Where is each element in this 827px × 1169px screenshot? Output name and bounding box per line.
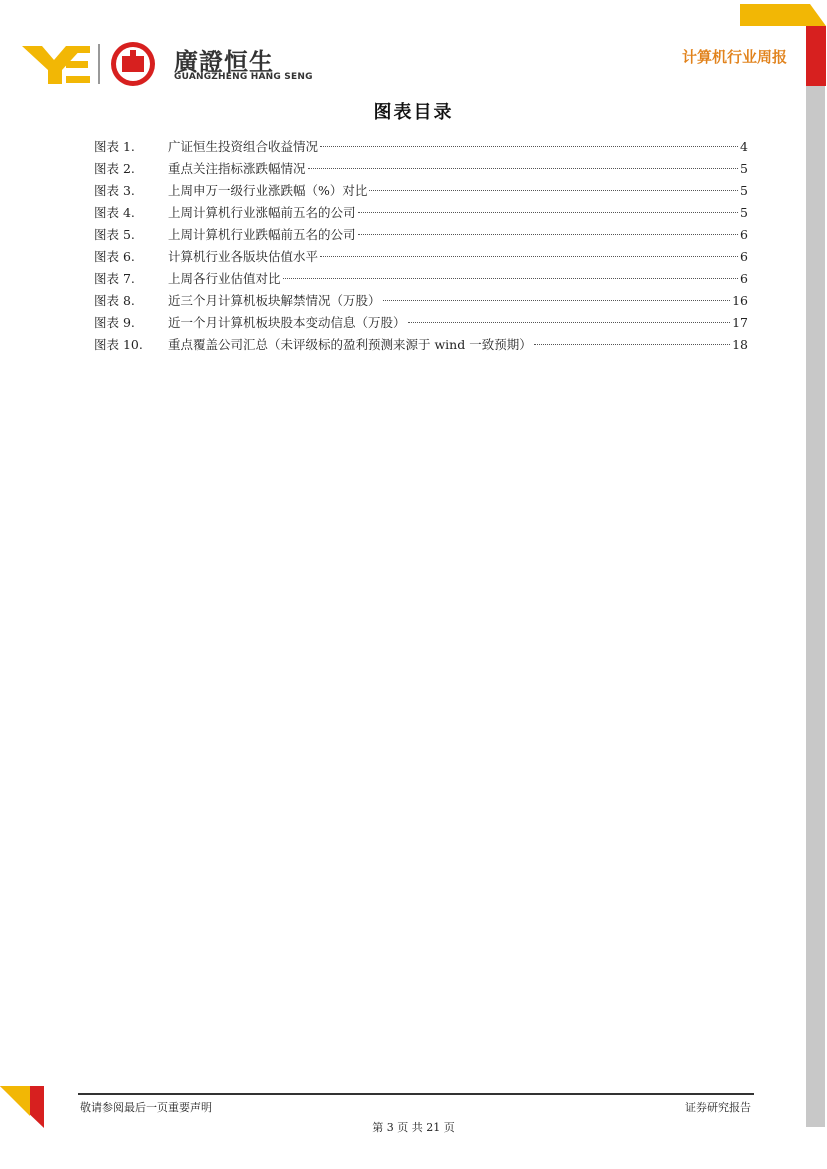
toc-page-number: 6: [740, 227, 748, 242]
toc-page-number: 5: [740, 205, 748, 220]
toc-entry[interactable]: [94, 290, 748, 312]
toc-page-number: 16: [732, 293, 748, 308]
logo-english-name: GUANGZHENG HANG SENG: [174, 72, 313, 82]
toc-leader-dots: [534, 344, 730, 345]
toc-page-number: 6: [740, 249, 748, 264]
toc-figure-title: 计算机行业各版块估值水平: [168, 249, 319, 264]
toc-leader-dots: [369, 190, 738, 191]
toc-figure-title: 广证恒生投资组合收益情况: [168, 139, 319, 154]
toc-figure-title: 近一个月计算机板块股本变动信息（万股）: [168, 315, 406, 330]
toc-entry[interactable]: [94, 158, 748, 180]
toc-figure-title: 上周计算机行业涨幅前五名的公司: [168, 205, 356, 220]
toc-figure-title: 上周各行业估值对比: [168, 271, 281, 286]
toc-figure-number: 图表 9.: [94, 315, 135, 330]
toc-figure-number: 图表 2.: [94, 161, 135, 176]
toc-figure-number: 图表 10.: [94, 337, 143, 352]
toc-leader-dots: [383, 300, 731, 301]
toc-figure-number: 图表 7.: [94, 271, 135, 286]
toc-figure-number: 图表 6.: [94, 249, 135, 264]
footer-report-label: 证券研究报告: [685, 1101, 751, 1114]
toc-entry[interactable]: [94, 246, 748, 268]
toc-leader-dots: [320, 146, 738, 147]
toc-entry[interactable]: [94, 136, 748, 158]
toc-figure-title: 重点覆盖公司汇总（未评级标的盈利预测来源于 wind 一致预期）: [168, 337, 532, 352]
toc-figure-number: 图表 5.: [94, 227, 135, 242]
toc-entry[interactable]: [94, 202, 748, 224]
toc-figure-number: 图表 4.: [94, 205, 135, 220]
toc-entry[interactable]: [94, 312, 748, 334]
toc-leader-dots: [320, 256, 738, 257]
toc-figure-title: 上周计算机行业跌幅前五名的公司: [168, 227, 356, 242]
toc-page-number: 5: [740, 161, 748, 176]
toc-page-number: 18: [732, 337, 748, 352]
table-of-figures: [94, 136, 748, 356]
toc-figure-number: 图表 8.: [94, 293, 135, 308]
toc-leader-dots: [283, 278, 739, 279]
toc-figure-title: 近三个月计算机板块解禁情况（万股）: [168, 293, 381, 308]
footer-divider: [78, 1093, 754, 1095]
toc-leader-dots: [358, 212, 739, 213]
toc-figure-number: 图表 3.: [94, 183, 135, 198]
page-title: 图表目录: [373, 102, 454, 123]
corner-decoration-top: [740, 4, 826, 86]
toc-entry[interactable]: [94, 268, 748, 290]
report-type-title: 计算机行业周报: [681, 48, 787, 66]
toc-page-number: 4: [740, 139, 748, 154]
toc-entry[interactable]: [94, 334, 748, 356]
toc-leader-dots: [408, 322, 731, 323]
toc-page-number: 5: [740, 183, 748, 198]
toc-page-number: 6: [740, 271, 748, 286]
toc-leader-dots: [308, 168, 739, 169]
toc-figure-title: 重点关注指标涨跌幅情况: [168, 161, 306, 176]
logo-chinese-name: 廣證恒生: [174, 48, 274, 76]
toc-figure-title: 上周申万一级行业涨跌幅（%）对比: [168, 183, 368, 198]
toc-leader-dots: [358, 234, 739, 235]
toc-entry[interactable]: [94, 224, 748, 246]
side-bar-decoration: [806, 86, 825, 1127]
toc-entry[interactable]: [94, 180, 748, 202]
toc-figure-number: 图表 1.: [94, 139, 135, 154]
toc-page-number: 17: [732, 315, 748, 330]
footer-page-number: 第 3 页 共 21 页: [372, 1121, 455, 1134]
footer-disclaimer-note: 敬请参阅最后一页重要声明: [80, 1101, 212, 1114]
